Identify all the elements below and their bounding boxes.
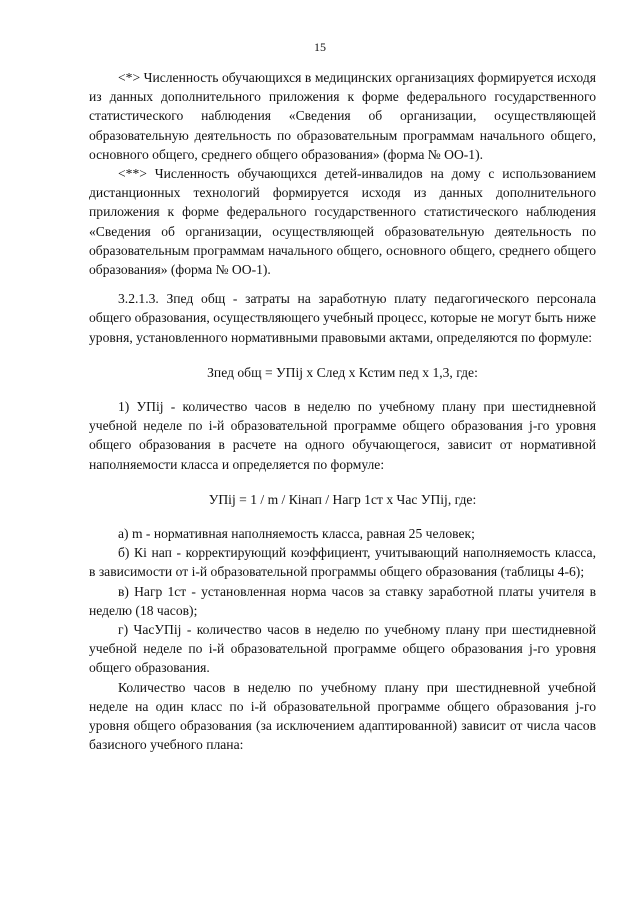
item-b-correction-coefficient: б) Кi нап - корректирующий коэффициент, учитывающий наполняемость класса, в зависимости от i-й образовательной программы общего образования (таблицы 4-6); (89, 545, 596, 580)
formula-hours-per-student: УПij = 1 / m / Кiнап / Нагр 1ст х Час УПij, где: (208, 491, 477, 507)
footnote-disabled-children-home: <**> Численность обучающихся детей-инвалидов на дому с использованием дистанционных технологий формируется исходя из данных дополнительного приложения к форме федерального государственного статистического наблюдения «Сведения об организации, осуществляющей образовательную деятельность по образовательным программам начального общего, основного общего, среднего общего образования» (форма № ОО-1). (89, 166, 596, 278)
item-a-class-size: а) m - нормативная наполняемость класса, равная 25 человек; (118, 526, 475, 542)
curriculum-hours-paragraph: Количество часов в неделю по учебному плану при шестидневной учебной неделе на один класс по i-й образовательной программе общего образования j-го уровня общего образования (за исключением адаптированной) зависит от числа часов базисного учебного плана: (89, 679, 596, 753)
item-c-hours-norm: в) Нагр 1ст - установленная норма часов за ставку заработной платы учителя в неделю (18 часов); (89, 583, 596, 618)
document-body (89, 68, 596, 755)
item-d-curriculum-hours: г) ЧасУПij - количество часов в неделю по учебному плану при шестидневной учебной неделе по i-й образовательной программе общего образования j-го уровня общего образования. (89, 622, 596, 676)
page-number: 15 (314, 40, 326, 54)
section-3-2-1-3-paragraph: 3.2.1.3. Зпед общ - затраты на заработную плату педагогического персонала общего образования, осуществляющего учебный процесс, которые не могут быть ниже уровня, установленного нормативными правовыми актами, определяются по формуле: (89, 291, 596, 345)
item-1-hours-per-week: 1) УПij - количество часов в неделю по учебному плану при шестидневной учебной неделе по i-й образовательной программе общего образования j-го уровня общего образования в расчете на одного обучающегося, зависит от нормативной наполняемости класса и определяется по формуле: (89, 399, 596, 472)
formula-teacher-salary: Зпед общ = УПij х След х Кстим пед х 1,3, где: (207, 364, 478, 380)
footnote-medical-organizations: <*> Численность обучающихся в медицинских организациях формируется исходя из данных дополнительного приложения к форме федерального государственного статистического наблюдения «Сведения об организации, осуществляющей образовательную деятельность по образовательным программам начального общего, основного общего, среднего общего образования» (форма № ОО-1). (89, 70, 596, 162)
